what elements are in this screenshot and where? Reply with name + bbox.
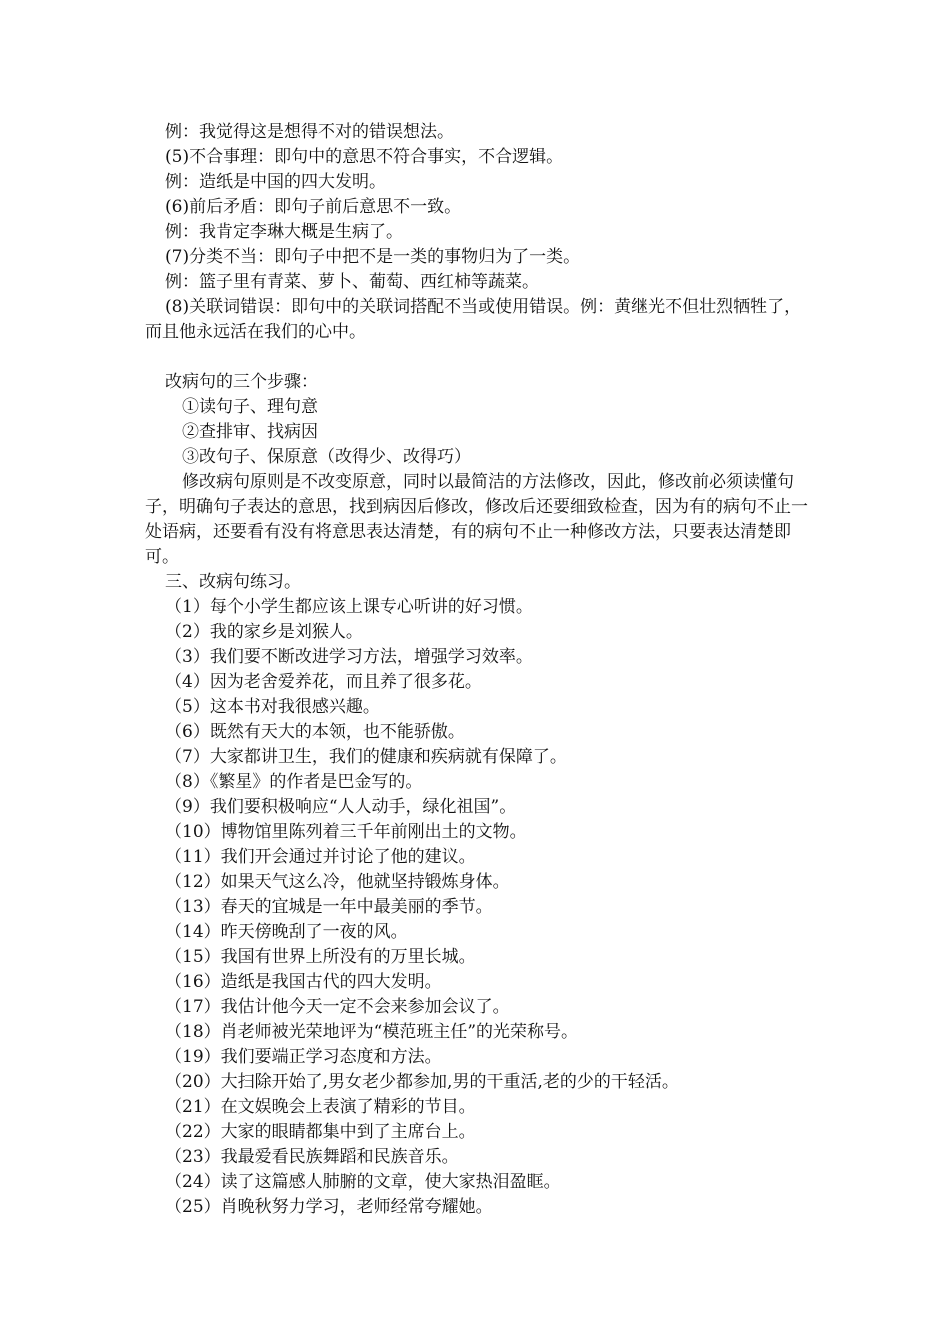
example-line: 例：我觉得这是想得不对的错误想法。 xyxy=(165,122,454,142)
practice-item: （5）这本书对我很感兴趣。 xyxy=(165,697,380,717)
practice-item: （4）因为老舍爱养花，而且养了很多花。 xyxy=(165,672,482,692)
practice-item: （2）我的家乡是刘猴人。 xyxy=(165,622,363,642)
step-item: ③改句子、保原意（改得少、改得巧） xyxy=(182,447,471,467)
steps-heading: 改病句的三个步骤： xyxy=(165,372,318,392)
practice-item: （13）春天的宜城是一年中最美丽的季节。 xyxy=(165,897,493,917)
practice-item: （19）我们要端正学习态度和方法。 xyxy=(165,1047,442,1067)
example-line: 例：造纸是中国的四大发明。 xyxy=(165,172,386,192)
practice-item: （9）我们要积极响应“人人动手，绿化祖国”。 xyxy=(165,797,517,817)
practice-item: （16）造纸是我国古代的四大发明。 xyxy=(165,972,442,992)
practice-item: （21）在文娱晚会上表演了精彩的节目。 xyxy=(165,1097,476,1117)
practice-item: （14）昨天傍晚刮了一夜的风。 xyxy=(165,922,408,942)
practice-item: （22）大家的眼睛都集中到了主席台上。 xyxy=(165,1122,476,1142)
practice-item: （20）大扫除开始了,男女老少都参加,男的干重活,老的少的干轻活。 xyxy=(165,1072,679,1092)
practice-item: （17）我估计他今天一定不会来参加会议了。 xyxy=(165,997,510,1017)
practice-item: （8）《繁星》的作者是巴金写的。 xyxy=(165,772,423,792)
example-line: 例：篮子里有青菜、萝卜、葡萄、西红柿等蔬菜。 xyxy=(165,272,539,292)
steps-section xyxy=(145,370,811,570)
practice-item: （18）肖老师被光荣地评为“模范班主任”的光荣称号。 xyxy=(165,1022,579,1042)
step-item: ②查排审、找病因 xyxy=(182,422,318,442)
practice-item: （1）每个小学生都应该上课专心听讲的好习惯。 xyxy=(165,597,533,617)
practice-item: （25）肖晚秋努力学习，老师经常夸耀她。 xyxy=(165,1197,493,1217)
practice-item: （10）博物馆里陈列着三千年前刚出土的文物。 xyxy=(165,822,527,842)
document-page xyxy=(145,120,811,1220)
rules-section xyxy=(145,120,811,345)
rule-8-paragraph: (8)关联词错误：即句中的关联词搭配不当或使用错误。例：黄继光不但壮烈牺牲了，而且他永远活在我们的心中。 xyxy=(145,297,802,342)
practice-item: （12）如果天气这么冷，他就坚持锻炼身体。 xyxy=(165,872,510,892)
rule-line: (5)不合事理：即句中的意思不符合事实，不合逻辑。 xyxy=(165,147,564,167)
step-item: ①读句子、理句意 xyxy=(182,397,318,417)
practice-heading: 三、改病句练习。 xyxy=(165,572,301,592)
practice-item: （24）读了这篇感人肺腑的文章，使大家热泪盈眶。 xyxy=(165,1172,561,1192)
rule-line: (6)前后矛盾：即句子前后意思不一致。 xyxy=(165,197,462,217)
example-line: 例：我肯定李琳大概是生病了。 xyxy=(165,222,403,242)
practice-item: （11）我们开会通过并讨论了他的建议。 xyxy=(165,847,476,867)
practice-list xyxy=(145,595,811,1220)
practice-item: （6）既然有天大的本领，也不能骄傲。 xyxy=(165,722,465,742)
practice-item: （23）我最爱看民族舞蹈和民族音乐。 xyxy=(165,1147,459,1167)
practice-item: （7）大家都讲卫生，我们的健康和疾病就有保障了。 xyxy=(165,747,567,767)
spacer xyxy=(145,345,811,370)
practice-section xyxy=(145,570,811,1220)
rule-line: (7)分类不当：即句子中把不是一类的事物归为了一类。 xyxy=(165,247,581,267)
practice-item: （15）我国有世界上所没有的万里长城。 xyxy=(165,947,476,967)
principle-paragraph: 修改病句原则是不改变原意，同时以最简洁的方法修改，因此，修改前必须读懂句子，明确句子表达的意思，找到病因后修改，修改后还要细致检查，因为有的病句不止一处语病，还要看有没有将意思表达清楚，有的病句不止一种修改方法，只要表达清楚即可。 xyxy=(145,472,808,567)
practice-item: （3）我们要不断改进学习方法，增强学习效率。 xyxy=(165,647,533,667)
